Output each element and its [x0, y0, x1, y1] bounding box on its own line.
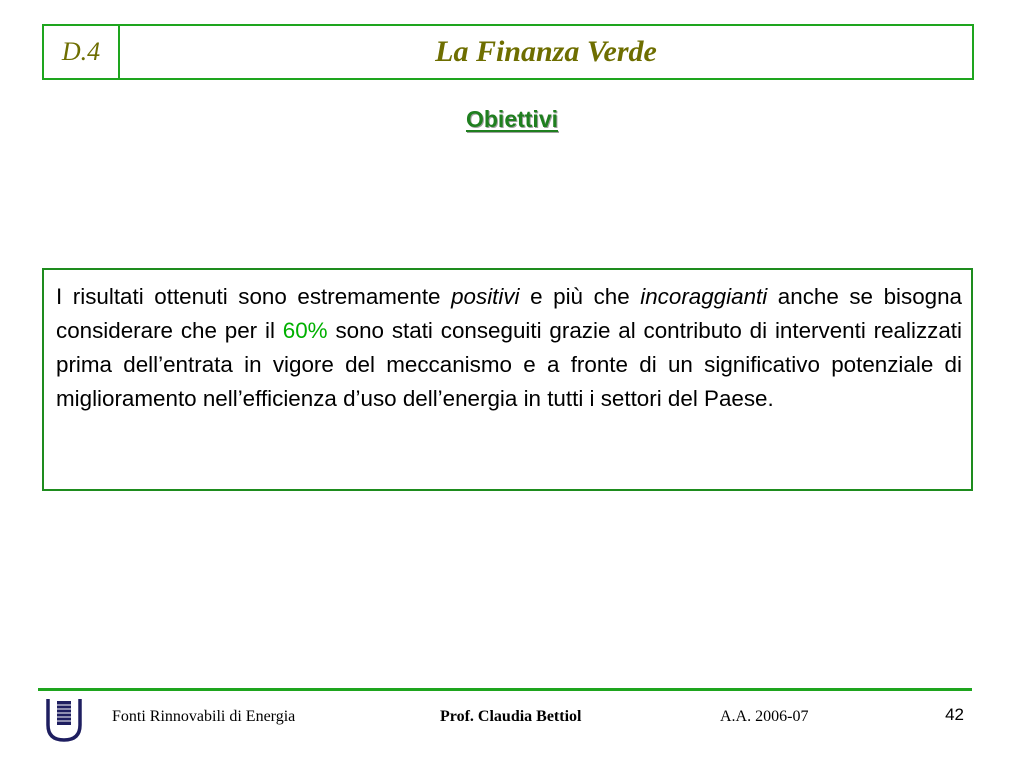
- content-paragraph: [56, 280, 962, 416]
- slide-title: La Finanza Verde: [435, 35, 657, 68]
- emphasis-incoraggianti: incoraggianti: [640, 284, 768, 309]
- university-logo-icon: [45, 697, 83, 743]
- content-text-part: e più che: [519, 284, 641, 309]
- footer-divider: [38, 688, 972, 691]
- emphasis-positivi: positivi: [451, 284, 520, 309]
- content-box: [42, 268, 973, 491]
- header-box: [42, 24, 974, 80]
- content-text-part: anche se bisogna considerare che per il: [56, 284, 962, 343]
- page-number: 42: [945, 705, 964, 724]
- content-text-part: sono stati conseguiti grazie al contributo di interventi realizzati prima dell’entrata in vigore del meccanismo e a fronte di un significativo potenziale di miglioramento nell’efficienza d’uso dell’energia in tutti i settori del Paese.: [56, 318, 962, 411]
- slide-code: D.4: [44, 26, 120, 78]
- footer-academic-year: A.A. 2006-07: [720, 708, 809, 725]
- highlight-percentage: 60%: [282, 318, 328, 343]
- content-text-part: I risultati ottenuti sono estremamente: [56, 284, 452, 309]
- footer-professor: Prof. Claudia Bettiol: [440, 708, 582, 725]
- footer-course-name: Fonti Rinnovabili di Energia: [112, 708, 296, 725]
- section-heading: Obiettivi: [465, 106, 558, 132]
